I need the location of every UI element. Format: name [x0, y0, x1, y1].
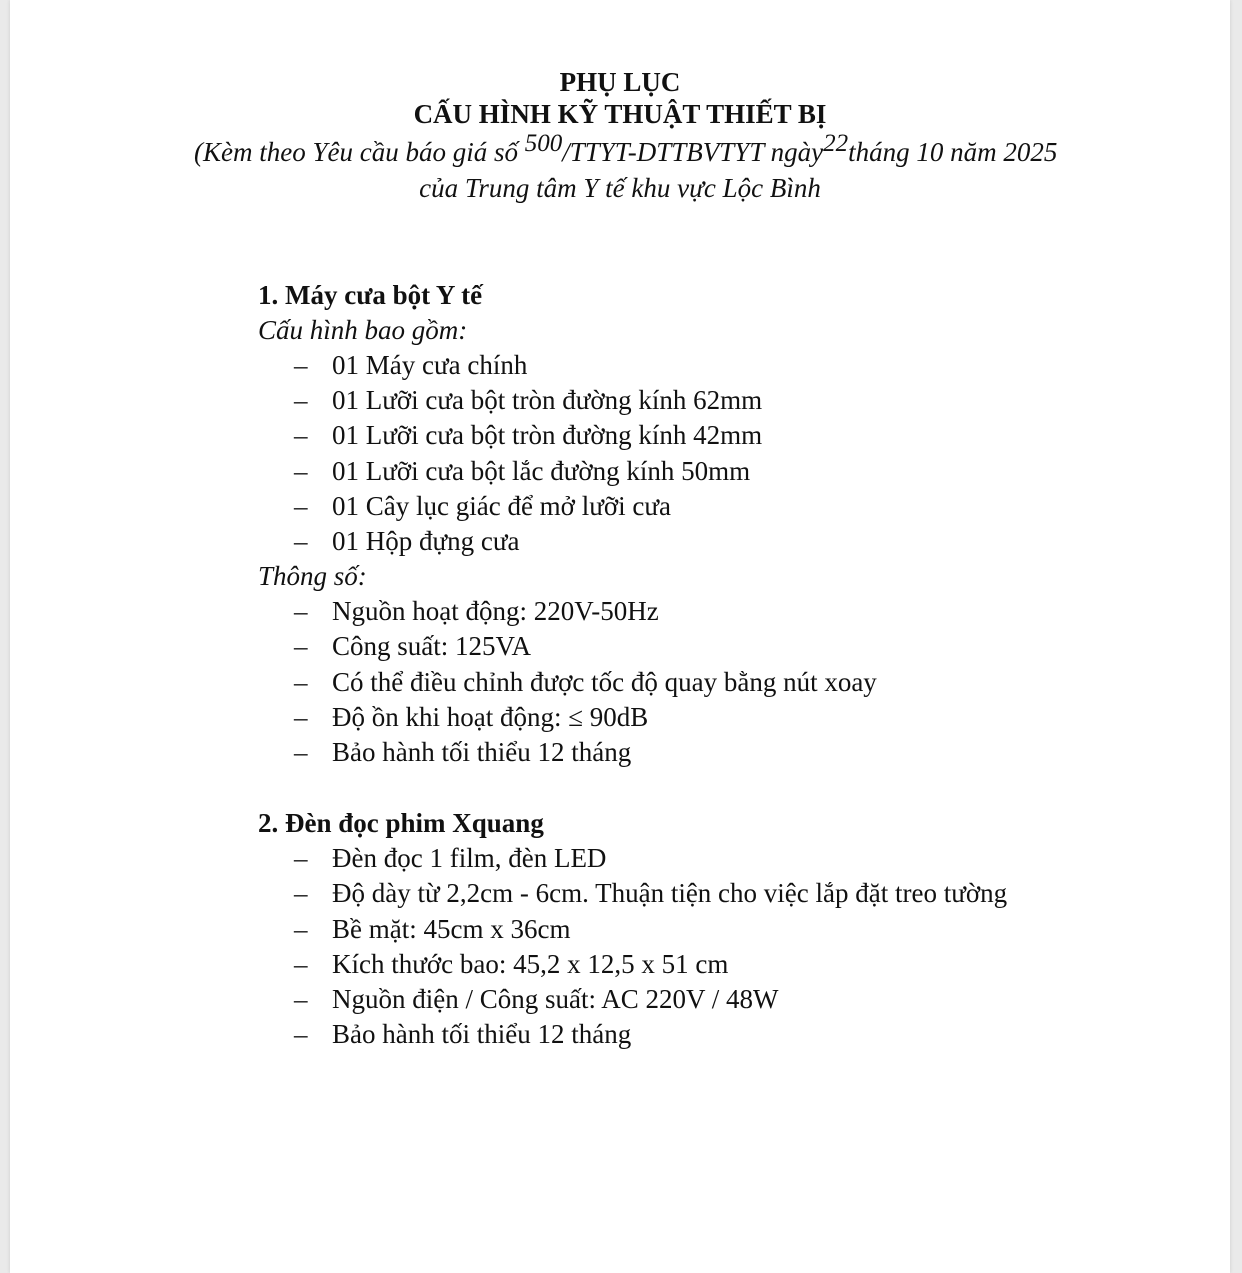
spec-list: [258, 841, 1158, 1052]
list-item: – Nguồn điện / Công suất: AC 220V / 48W: [258, 982, 1158, 1017]
list-item: – 01 Cây lục giác để mở lưỡi cưa: [258, 489, 1158, 524]
document-body: [258, 278, 1158, 1052]
list-item: – 01 Lưỡi cưa bột tròn đường kính 62mm: [258, 383, 1158, 418]
list-item: – 01 Lưỡi cưa bột tròn đường kính 42mm: [258, 418, 1158, 453]
list-item: – Có thể điều chỉnh được tốc độ quay bằng nút xoay: [258, 665, 1158, 700]
list-item: – Nguồn hoạt động: 220V-50Hz: [258, 594, 1158, 629]
reference-prefix: (Kèm theo Yêu cầu báo giá số: [194, 137, 518, 167]
section-title: 1. Máy cưa bột Y tế: [258, 280, 483, 310]
reference-code: /TTYT-DTTBVTYT ngày: [562, 137, 824, 167]
list-item: – Bảo hành tối thiểu 12 tháng: [258, 735, 1158, 770]
spec-list: [258, 594, 1158, 770]
document-page: [10, 0, 1230, 1273]
list-item: – Kích thước bao: 45,2 x 12,5 x 51 cm: [258, 947, 1158, 982]
section-gap: [258, 770, 1158, 806]
list-item: – Đèn đọc 1 film, đèn LED: [258, 841, 1158, 876]
list-item: – Công suất: 125VA: [258, 629, 1158, 664]
document-header: [10, 66, 1230, 203]
list-item: – Độ ồn khi hoạt động: ≤ 90dB: [258, 700, 1158, 735]
section-title: 2. Đèn đọc phim Xquang: [258, 808, 544, 839]
list-item: – 01 Máy cưa chính: [258, 348, 1158, 383]
config-title: CẤU HÌNH KỸ THUẬT THIẾT BỊ: [413, 99, 827, 129]
config-label: Cấu hình bao gồm:: [258, 315, 468, 345]
reference-line: [194, 130, 1058, 172]
list-item: – Bảo hành tối thiểu 12 tháng: [258, 1017, 1158, 1052]
list-item: – 01 Lưỡi cưa bột lắc đường kính 50mm: [258, 454, 1158, 489]
list-item: – 01 Hộp đựng cưa: [258, 524, 1158, 559]
handwritten-number: 500: [524, 130, 563, 157]
handwritten-day: 22: [823, 130, 849, 157]
list-item: – Độ dày từ 2,2cm - 6cm. Thuận tiện cho việc lắp đặt treo tường: [258, 876, 1158, 911]
reference-date: tháng 10 năm 2025: [848, 137, 1058, 167]
appendix-title: PHỤ LỤC: [559, 67, 681, 97]
issuer-line: của Trung tâm Y tế khu vực Lộc Bình: [419, 173, 821, 203]
list-item: – Bề mặt: 45cm x 36cm: [258, 912, 1158, 947]
spec-label: Thông số:: [258, 561, 367, 592]
config-list: [258, 348, 1158, 559]
